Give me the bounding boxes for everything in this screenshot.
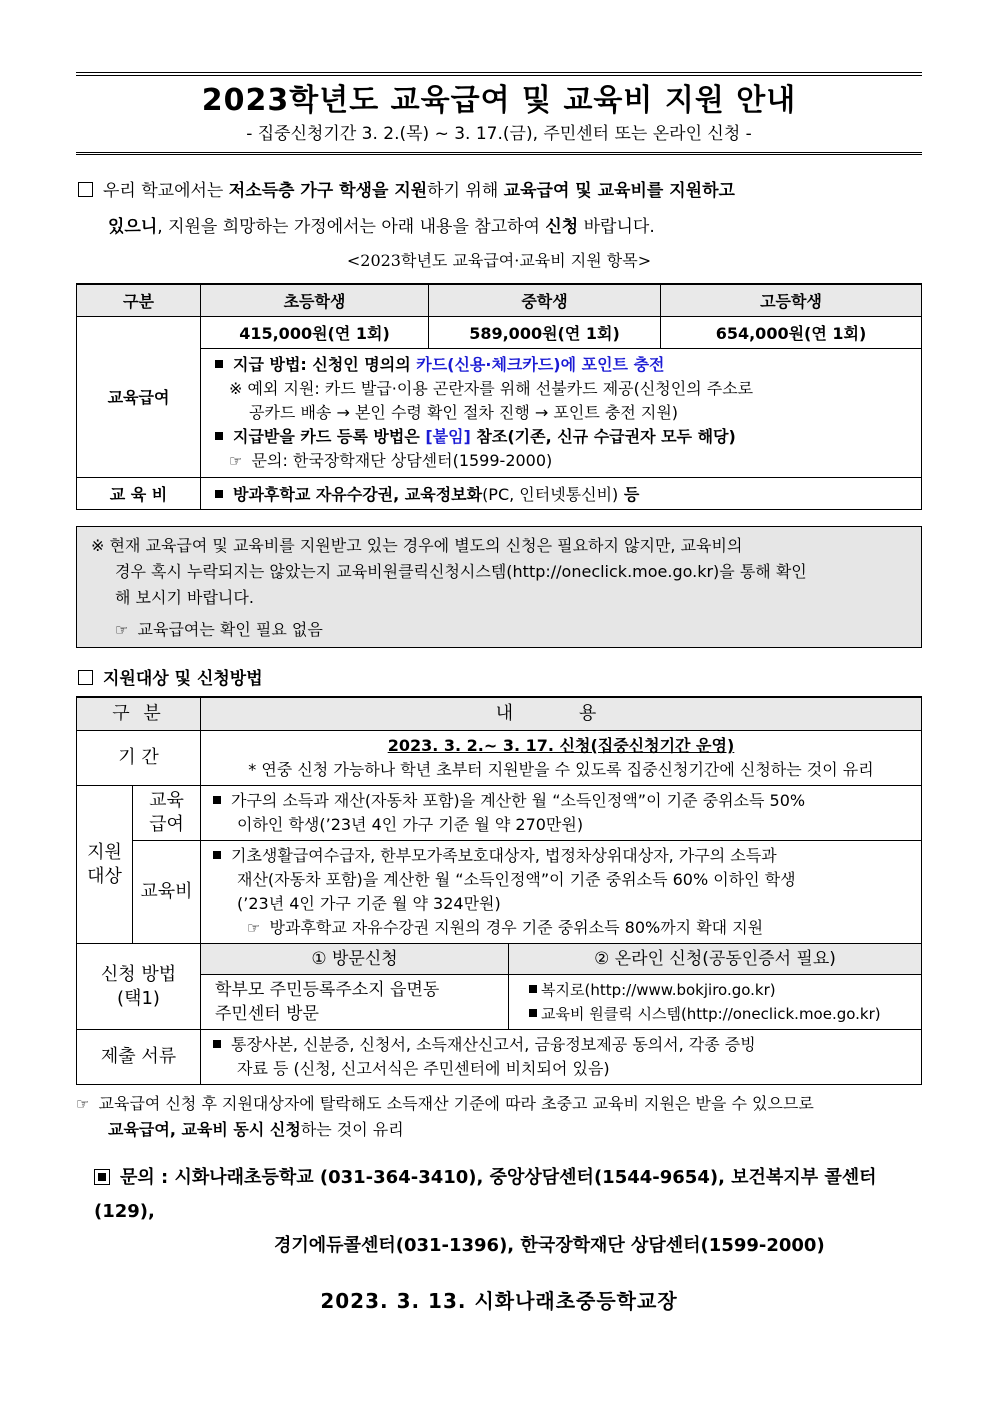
table-header: 고등학생 [661, 284, 922, 316]
eligibility-table [76, 696, 922, 1086]
note2-line-1 [76, 1091, 922, 1117]
docs-text-1: 통장사본, 신분증, 신청서, 소득재산신고서, 금융정보제공 동의서, 각종 증빙 [231, 1035, 756, 1054]
inquiry-line [209, 449, 913, 473]
visit-header: ① 방문신청 [201, 944, 509, 975]
contact-info [76, 1161, 922, 1263]
edu-cost-label: 교 육 비 [77, 477, 201, 509]
card-reg-line [209, 425, 913, 449]
table-row [77, 731, 922, 786]
page-subtitle: - 집중신청기간 3. 2.(목) ~ 3. 17.(금), 주민센터 또는 온라인 신청 - [246, 124, 752, 144]
bullet-icon [215, 360, 223, 368]
contact-text-1: 문의 : 시화나래초등학교 (031-364-3410), 중앙상담센터(1544-9654), 보건복지부 콜센터(129), [94, 1167, 877, 1222]
exception-line-1: ※ 예외 지원: 카드 발급·이용 곤란자를 위해 선불카드 제공(신청인의 주소로 [229, 378, 754, 398]
bullet-icon [213, 796, 221, 804]
method-label-2: (택1) [117, 987, 160, 1009]
edu-cost-target-text [201, 841, 922, 944]
visit-text-1: 학부모 주민등록주소지 읍면동 [215, 980, 440, 1000]
edu-benefit-details [201, 348, 922, 477]
pointing-hand-icon: ☞ [76, 1095, 90, 1113]
docs-line-1 [207, 1033, 915, 1057]
edu-cost-target-label: 교육비 [133, 841, 201, 944]
notice-line-2: 경우 혹시 누락되지는 않았는지 교육비원클릭신청시스템(http://oneclick.moe.go.kr)을 통해 확인 [115, 561, 807, 581]
section2-title-text: 지원대상 및 신청방법 [103, 668, 263, 689]
table-header: 내 용 [201, 697, 922, 731]
target-label [77, 786, 133, 944]
inquiry-text: 문의: 한국장학재단 상담센터(1599-2000) [251, 450, 553, 470]
notice-line-3: 해 보시기 바랍니다. [115, 587, 254, 607]
edu-cost-bold: 방과후학교 자유수강권, 교육정보화 [233, 484, 483, 504]
edu-benefit-text-2: 이하인 학생(’23년 4인 가구 기준 월 약 270만원) [237, 815, 584, 834]
intro-bold-4: 신청 [545, 217, 579, 237]
intro-text-1: 우리 학교에서는 [103, 181, 229, 201]
contact-line-2: 경기에듀콜센터(031-1396), 한국장학재단 상담센터(1599-2000) [274, 1235, 825, 1256]
bullet-icon [529, 1009, 537, 1017]
box-bullet-icon [94, 1169, 110, 1185]
edu-cost-line-1 [207, 844, 915, 868]
edu-cost-text-4: 방과후학교 자유수강권 지원의 경우 기준 중위소득 80%까지 확대 지원 [269, 918, 764, 937]
amount-high: 654,000원(연 1회) [661, 316, 922, 348]
intro-text-2: 하기 위해 [427, 181, 504, 201]
contact-line-1 [76, 1161, 922, 1229]
docs-label: 제출 서류 [77, 1030, 201, 1085]
online-line-2 [515, 1002, 915, 1026]
card-reg-suffix: 참조(기존, 신규 수급권자 모두 해당) [470, 426, 736, 446]
edu-benefit-target-label [133, 786, 201, 841]
pay-method-text: 지급 방법: 신청인 명의의 [233, 354, 417, 374]
online-header: ② 온라인 신청(공동인증서 필요) [509, 944, 922, 975]
checkbox-icon [78, 670, 93, 685]
table-header: 초등학생 [201, 284, 429, 316]
edu-cost-text-1: 기초생활급여수급자, 한부모가족보호대상자, 법정차상위대상자, 가구의 소득과 [231, 846, 777, 865]
exception-line-2: 공카드 배송 → 본인 수령 확인 절차 진행 → 포인트 충전 지원) [249, 402, 679, 422]
table1-caption: <2023학년도 교육급여·교육비 지원 항목> [346, 251, 652, 270]
table-row [77, 975, 922, 1030]
card-reg-highlight: [붙임] [425, 426, 471, 446]
pay-method-highlight: 카드(신용·체크카드)에 포인트 충전 [416, 354, 665, 374]
note2-text-2: 하는 것이 유리 [300, 1120, 404, 1139]
checkbox-icon [78, 182, 93, 197]
notice-line-1: ※ 현재 교육급여 및 교육비를 지원받고 있는 경우에 별도의 신청은 필요하지 않지만, 교육비의 [91, 535, 743, 555]
method-label [77, 944, 201, 1030]
online-details [509, 975, 922, 1030]
period-main: 2023. 3. 2.~ 3. 17. 신청(집중신청기간 운영) [387, 736, 735, 755]
edu-cost-end: 등 [618, 484, 640, 504]
table-header: 중학생 [429, 284, 661, 316]
method-label-1: 신청 방법 [100, 963, 177, 985]
visit-details [201, 975, 509, 1030]
pointing-hand-icon: ☞ [247, 919, 261, 937]
edu-cost-line-4 [207, 916, 915, 940]
intro-bold-3: 있으니 [108, 217, 158, 237]
online-line-1 [515, 978, 915, 1002]
edu-cost-text-2: 재산(자동차 포함)을 계산한 월 “소득인정액”이 기준 중위소득 60% 이하인 학생 [237, 870, 796, 889]
pay-method-line [209, 353, 913, 377]
period-label: 기 간 [77, 731, 201, 786]
intro-bold-2: 교육급여 및 교육비를 지원하고 [503, 181, 735, 201]
intro-line-2 [76, 209, 922, 245]
intro-text-4: 바랍니다. [578, 217, 655, 237]
note2 [76, 1091, 922, 1143]
bullet-icon [213, 851, 221, 859]
period-details [201, 731, 922, 786]
edu-cost-text-3: (’23년 4인 가구 기준 월 약 324만원) [237, 894, 501, 913]
notice-box [76, 526, 922, 648]
table-row [77, 284, 922, 316]
period-note: * 연중 신청 가능하나 학년 초부터 지원받을 수 있도록 집중신청기간에 신청하는 것이 유리 [248, 760, 874, 779]
bullet-icon [215, 490, 223, 498]
pointing-hand-icon: ☞ [229, 451, 243, 470]
notice-line-4 [91, 617, 911, 643]
bullet-icon [213, 1040, 221, 1048]
target-label-2: 대상 [87, 865, 122, 887]
note2-bold: 교육급여, 교육비 동시 신청 [108, 1120, 301, 1139]
pointing-hand-icon: ☞ [115, 620, 129, 639]
docs-text-2: 자료 등 (신청, 신고서식은 주민센터에 비치되어 있음) [237, 1059, 610, 1078]
amount-middle: 589,000원(연 1회) [429, 316, 661, 348]
intro-bold-1: 저소득층 가구 학생을 지원 [228, 181, 428, 201]
edu-benefit-text-1: 가구의 소득과 재산(자동차 포함)을 계산한 월 “소득인정액”이 기준 중위소득 50% [231, 791, 806, 810]
amount-elementary: 415,000원(연 1회) [201, 316, 429, 348]
online-text-2: 교육비 원클릭 시스템(http://oneclick.moe.go.kr) [541, 1005, 881, 1023]
edu-cost-mid: (PC, 인터넷통신비) [482, 484, 619, 504]
intro-line-1 [76, 173, 922, 209]
table-row [77, 786, 922, 841]
page-title: 2023학년도 교육급여 및 교육비 지원 안내 [201, 83, 797, 118]
edu-benefit-label: 교육급여 [77, 316, 201, 477]
intro-text-3: , 지원을 희망하는 가정에서는 아래 내용을 참고하여 [157, 217, 546, 237]
note2-text-1: 교육급여 신청 후 지원대상자에 탈락해도 소득재산 기준에 따라 초중고 교육비 지원은 받을 수 있으므로 [98, 1094, 814, 1113]
table-row [77, 841, 922, 944]
target-label-1: 지원 [87, 841, 122, 863]
visit-text-2: 주민센터 방문 [215, 1004, 319, 1024]
document [76, 72, 922, 1314]
edu-cost-details [201, 477, 922, 509]
card-reg-text: 지급받을 카드 등록 방법은 [233, 426, 426, 446]
table-row [77, 316, 922, 348]
table-row [77, 348, 922, 477]
footer-signature: 2023. 3. 13. 시화나래초중등학교장 [320, 1289, 678, 1313]
title-box [76, 72, 922, 155]
table-row [77, 1030, 922, 1085]
intro-paragraph [76, 173, 922, 245]
edu-benefit-label-2: 급여 [149, 814, 184, 835]
table-row [77, 697, 922, 731]
online-text-1: 복지로(http://www.bokjiro.go.kr) [541, 981, 776, 999]
bullet-icon [529, 985, 537, 993]
bullet-icon [215, 432, 223, 440]
table-row [77, 944, 922, 975]
edu-benefit-target-text [201, 786, 922, 841]
edu-benefit-line-1 [207, 789, 915, 813]
docs-details [201, 1030, 922, 1085]
section2-title [76, 666, 922, 692]
table-row [77, 477, 922, 509]
edu-benefit-label-1: 교육 [149, 790, 184, 811]
support-items-table [76, 283, 922, 510]
notice-line-4-text: 교육급여는 확인 필요 없음 [137, 619, 323, 639]
note2-line-2 [76, 1117, 922, 1143]
table-header: 구분 [77, 284, 201, 316]
table-header: 구 분 [77, 697, 201, 731]
